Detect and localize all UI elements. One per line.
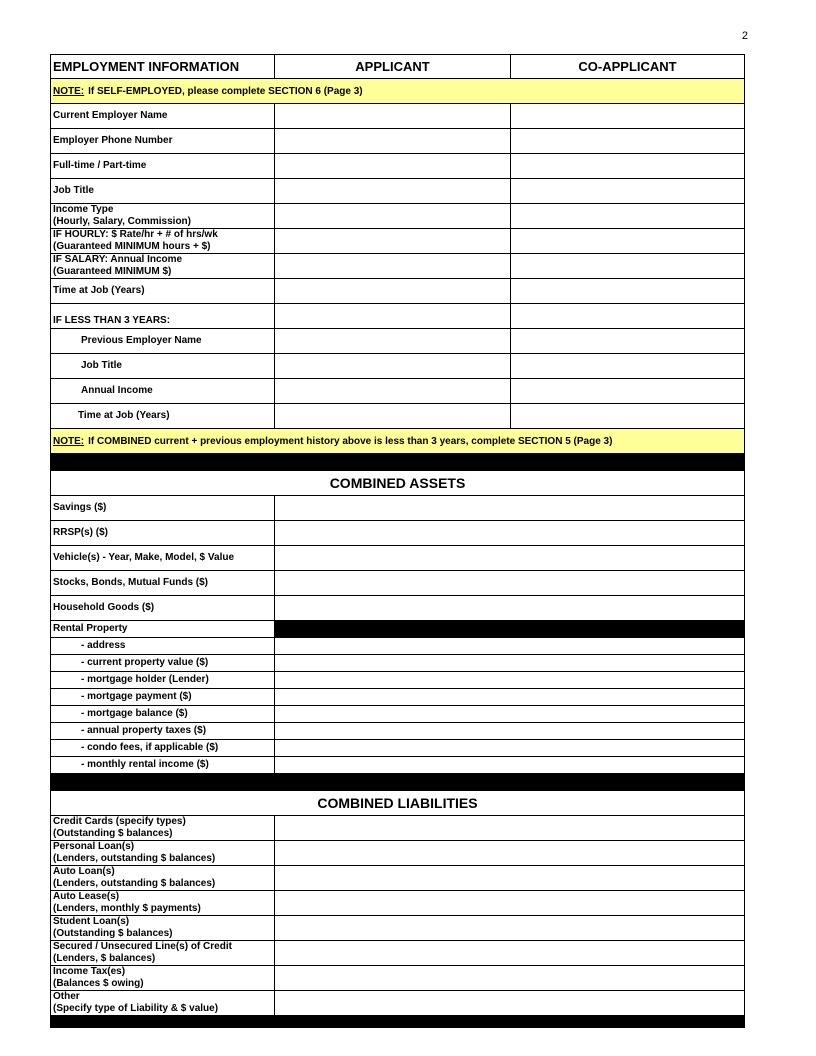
form-row <box>50 254 745 279</box>
co-applicant-income-type-field[interactable] <box>511 204 744 228</box>
form-row <box>50 638 745 655</box>
credit-cards-field[interactable] <box>275 816 744 840</box>
co-applicant-salary-field[interactable] <box>511 254 744 278</box>
form-row <box>50 672 745 689</box>
field-label <box>51 229 275 253</box>
field-label <box>51 891 275 915</box>
field-label: Vehicle(s) - Year, Make, Model, $ Value <box>51 546 275 570</box>
co-applicant-current-employer-field[interactable] <box>511 104 744 128</box>
form-row <box>50 104 745 129</box>
field-label: Employer Phone Number <box>51 129 275 153</box>
field-label-line: (Balances $ owing) <box>53 978 144 989</box>
field-label: - annual property taxes ($) <box>51 723 275 739</box>
field-label: - mortgage balance ($) <box>51 706 275 722</box>
note-label: NOTE: <box>53 85 85 97</box>
rental-property-blocked-cell <box>275 621 744 637</box>
form-row <box>50 496 745 521</box>
self-employed-note <box>51 79 744 103</box>
student-loans-field[interactable] <box>275 916 744 940</box>
co-applicant-previous-employer-field[interactable] <box>511 329 744 353</box>
applicant-job-title-field[interactable] <box>275 179 511 203</box>
field-label-line: (Outstanding $ balances) <box>53 828 173 839</box>
form-row <box>50 546 745 571</box>
field-label <box>51 966 275 990</box>
form-row <box>50 329 745 354</box>
form-row <box>50 596 745 621</box>
field-label: Job Title <box>51 179 275 203</box>
form-row <box>50 204 745 229</box>
field-label-line: (Guaranteed MINIMUM $) <box>53 266 172 277</box>
field-label: Stocks, Bonds, Mutual Funds ($) <box>51 571 275 595</box>
field-label-line: (Lenders, $ balances) <box>53 953 156 964</box>
applicant-salary-field[interactable] <box>275 254 511 278</box>
field-label <box>51 841 275 865</box>
field-label-line: Auto Lease(s) <box>53 891 120 902</box>
rental-property-taxes-field[interactable] <box>275 723 744 739</box>
form-row <box>50 655 745 672</box>
liabilities-title-row <box>50 791 745 816</box>
co-applicant-fulltime-parttime-field[interactable] <box>511 154 744 178</box>
co-applicant-column-heading: CO-APPLICANT <box>578 58 677 74</box>
co-applicant-time-at-job-field[interactable] <box>511 279 744 303</box>
field-label-line: Income Type <box>53 204 114 215</box>
rental-mortgage-balance-field[interactable] <box>275 706 744 722</box>
field-label <box>51 916 275 940</box>
applicant-fulltime-parttime-field[interactable] <box>275 154 511 178</box>
field-label-line: Secured / Unsecured Line(s) of Credit <box>53 941 232 952</box>
form-row <box>50 991 745 1016</box>
field-label-line: (Lenders, outstanding $ balances) <box>53 878 216 889</box>
field-label-line: Student Loan(s) <box>53 916 130 927</box>
applicant-column-heading: APPLICANT <box>275 55 511 78</box>
field-label <box>51 941 275 965</box>
field-label-line: Income Tax(es) <box>53 966 126 977</box>
section-separator <box>50 454 745 471</box>
vehicles-field[interactable] <box>275 546 744 570</box>
form-row <box>50 521 745 546</box>
form-row <box>50 154 745 179</box>
rental-property-value-field[interactable] <box>275 655 744 671</box>
field-label: - mortgage holder (Lender) <box>51 672 275 688</box>
employment-header-row <box>50 54 745 79</box>
form-row <box>50 891 745 916</box>
section-separator <box>50 1016 745 1028</box>
field-label <box>51 254 275 278</box>
form-row <box>50 841 745 866</box>
auto-loans-field[interactable] <box>275 866 744 890</box>
rental-mortgage-holder-field[interactable] <box>275 672 744 688</box>
note-label: NOTE: <box>53 435 85 447</box>
applicant-income-type-field[interactable] <box>275 204 511 228</box>
rental-condo-fees-field[interactable] <box>275 740 744 756</box>
assets-title-row <box>50 471 745 496</box>
section-separator <box>50 774 745 791</box>
co-applicant-previous-time-field[interactable] <box>511 404 744 428</box>
co-applicant-job-title-field[interactable] <box>511 179 744 203</box>
form-row <box>50 966 745 991</box>
form-row <box>50 354 745 379</box>
field-label: Job Title <box>51 354 275 378</box>
field-label: - current property value ($) <box>51 655 275 671</box>
field-label-line: IF SALARY: Annual Income <box>53 254 183 265</box>
field-label-line: Other <box>53 991 80 1002</box>
lines-of-credit-field[interactable] <box>275 941 744 965</box>
form-row <box>50 740 745 757</box>
application-form <box>50 54 745 1028</box>
form-row <box>50 866 745 891</box>
combined-history-note-row <box>50 429 745 454</box>
form-row <box>50 706 745 723</box>
note-text: If SELF-EMPLOYED, please complete SECTION 6 (Page 3) <box>88 85 363 97</box>
rental-mortgage-payment-field[interactable] <box>275 689 744 705</box>
combined-history-note <box>51 429 744 453</box>
field-label <box>51 204 275 228</box>
field-label <box>51 991 275 1015</box>
field-label-line: (Hourly, Salary, Commission) <box>53 216 191 227</box>
form-row <box>50 379 745 404</box>
form-row <box>50 723 745 740</box>
form-row <box>50 816 745 841</box>
rrsp-field[interactable] <box>275 521 744 545</box>
field-label-line: Credit Cards (specify types) <box>53 816 186 827</box>
rental-income-field[interactable] <box>275 757 744 773</box>
form-row <box>50 571 745 596</box>
field-label: - mortgage payment ($) <box>51 689 275 705</box>
field-label: Time at Job (Years) <box>51 279 275 303</box>
note-text: If COMBINED current + previous employment history above is less than 3 years, complete SECTION 5 (Page 3) <box>88 435 613 447</box>
co-applicant-hourly-field[interactable] <box>511 229 744 253</box>
field-label-line: (Lenders, monthly $ payments) <box>53 903 201 914</box>
field-label-line: (Guaranteed MINIMUM hours + $) <box>53 241 211 252</box>
field-label: RRSP(s) ($) <box>51 521 275 545</box>
personal-loans-field[interactable] <box>275 841 744 865</box>
applicant-previous-time-field[interactable] <box>275 404 511 428</box>
form-row <box>50 404 745 429</box>
field-label: Rental Property <box>51 621 275 637</box>
form-row <box>50 916 745 941</box>
field-label: - address <box>51 638 275 654</box>
field-label: - condo fees, if applicable ($) <box>51 740 275 756</box>
savings-field[interactable] <box>275 496 744 520</box>
form-row <box>50 229 745 254</box>
field-label: Previous Employer Name <box>51 329 275 353</box>
form-row <box>50 757 745 774</box>
field-label: IF LESS THAN 3 YEARS: <box>51 304 275 328</box>
form-row <box>50 179 745 204</box>
form-row <box>50 129 745 154</box>
field-label: Annual Income <box>51 379 275 403</box>
employment-section-heading: EMPLOYMENT INFORMATION <box>51 55 275 78</box>
applicant-blank-cell[interactable] <box>275 304 511 328</box>
field-label-line: (Specify type of Liability & $ value) <box>53 1003 219 1014</box>
household-goods-field[interactable] <box>275 596 744 620</box>
field-label: Full-time / Part-time <box>51 154 275 178</box>
form-row <box>50 689 745 706</box>
form-row <box>50 304 745 329</box>
page-number: 2 <box>741 30 748 42</box>
applicant-employer-phone-field[interactable] <box>275 129 511 153</box>
field-label-line: (Lenders, outstanding $ balances) <box>53 853 216 864</box>
stocks-bonds-field[interactable] <box>275 571 744 595</box>
field-label: Current Employer Name <box>51 104 275 128</box>
rental-address-field[interactable] <box>275 638 744 654</box>
form-row <box>50 621 745 638</box>
combined-assets-title: COMBINED ASSETS <box>329 475 466 491</box>
field-label <box>51 816 275 840</box>
field-label: Time at Job (Years) <box>51 404 275 428</box>
field-label: - monthly rental income ($) <box>51 757 275 773</box>
field-label <box>51 866 275 890</box>
co-applicant-previous-job-title-field[interactable] <box>511 354 744 378</box>
co-applicant-employer-phone-field[interactable] <box>511 129 744 153</box>
other-liabilities-field[interactable] <box>275 991 744 1015</box>
field-label: Household Goods ($) <box>51 596 275 620</box>
field-label-line: Personal Loan(s) <box>53 841 135 852</box>
applicant-previous-job-title-field[interactable] <box>275 354 511 378</box>
field-label: Savings ($) <box>51 496 275 520</box>
field-label-line: Auto Loan(s) <box>53 866 115 877</box>
co-applicant-blank-cell[interactable] <box>511 304 744 328</box>
applicant-time-at-job-field[interactable] <box>275 279 511 303</box>
field-label-line: (Outstanding $ balances) <box>53 928 173 939</box>
applicant-previous-employer-field[interactable] <box>275 329 511 353</box>
co-applicant-previous-income-field[interactable] <box>511 379 744 403</box>
auto-leases-field[interactable] <box>275 891 744 915</box>
applicant-current-employer-field[interactable] <box>275 104 511 128</box>
combined-liabilities-title: COMBINED LIABILITIES <box>317 795 478 811</box>
field-label-line: IF HOURLY: $ Rate/hr + # of hrs/wk <box>53 229 218 240</box>
applicant-previous-income-field[interactable] <box>275 379 511 403</box>
income-taxes-field[interactable] <box>275 966 744 990</box>
form-row <box>50 279 745 304</box>
form-row <box>50 941 745 966</box>
self-employed-note-row <box>50 79 745 104</box>
applicant-hourly-field[interactable] <box>275 229 511 253</box>
